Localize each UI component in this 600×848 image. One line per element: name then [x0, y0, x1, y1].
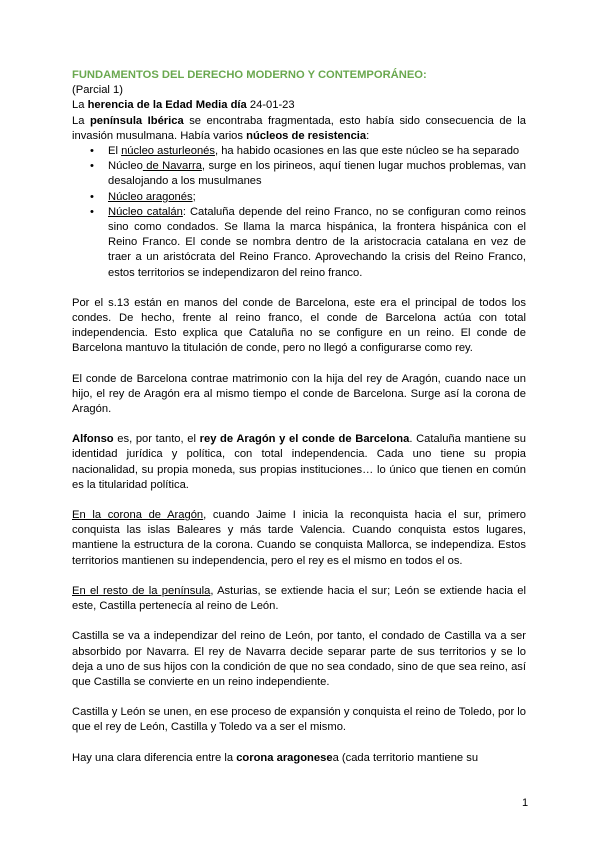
paragraph-matrimonio: El conde de Barcelona contrae matrimonio con la hija del rey de Aragón, cuando nace un hijo, el rey de Aragón era al mismo tiempo el conde de Barcelona. Surge así la corona de Aragón. — [72, 372, 526, 416]
paragraph-text: es, por tanto, el — [113, 433, 200, 446]
section-title-bold: herencia de la Edad Media día — [87, 99, 247, 112]
intro-text-2: se encontraba fragmentada, esto había sido consecuencia de la invasión musulmana. Había varios — [72, 114, 526, 142]
paragraph-underlined: En el resto de la península — [72, 584, 211, 597]
paragraph-resto-peninsula — [72, 584, 526, 614]
paragraph-text: , cuando Jaime I inicia la reconquista hacia el sur, primero conquista las islas Baleares y más tarde Valencia. Cuando conquista estos lugares, mantiene la estructura de la corona. Cuando se conquista Mallorca, se independiza. Estos territorios mantienen su independencia, pero el rey es el mismo en todos el os. — [72, 509, 526, 567]
paragraph-underlined: En la corona de Aragón — [72, 509, 204, 522]
list-item-text: , surge en los pirineos, aquí tienen lugar muchos problemas, van desalojando a los musulmanes — [108, 160, 526, 188]
intro-bold-1: península Ibérica — [89, 114, 184, 127]
paragraph-text: , Asturias, se extiende hacia el sur; León se extiende hacia el este, Castilla pertenecía al reino de León. — [72, 584, 526, 613]
document-page — [72, 68, 526, 766]
document-subtitle: (Parcial 1) — [72, 84, 123, 97]
paragraph-bold: rey de Aragón y el conde de Barcelona — [199, 433, 410, 446]
list-item-underlined: de Navarra — [142, 160, 202, 173]
list-item-text: : Cataluña depende del reino Franco, no se configuran como reinos sino como condados. Se llama la marca hispánica, la frontera hispánica con el Reino Franco. El conde se nombra dentro de la aristocracia catalana en vez de traer a un aristócrata del Reino Franco. Aprovechando la crisis del Reino Franco, estos territorios se independizaron del reino franco. — [108, 205, 527, 279]
section-title-date: 24-01-23 — [246, 99, 295, 112]
page-number: 1 — [522, 797, 529, 809]
section-title — [72, 98, 526, 113]
intro-text-3: : — [366, 129, 370, 142]
intro-paragraph — [72, 114, 526, 144]
list-item-text: ; — [192, 190, 196, 203]
paragraph-castilla: Castilla se va a independizar del reino de León, por tanto, el condado de Castilla va a ser absorbido por Navarra. El rey de Navarra decide separar parte de sus territorios y se lo deja a uno de sus hijos con la condición de que no sea condado, sino de que sea reino, así que Castilla se convierte en un reino independiente. — [72, 630, 526, 688]
intro-bold-2: núcleos de resistencia — [246, 129, 367, 142]
list-item-underlined: Núcleo aragonés — [108, 190, 193, 203]
paragraph-text: . Cataluña mantiene su identidad jurídica y política, con total independencia. Cada uno tiene su propia nacionalidad, su propia moneda, sus propias instituciones… lo único que tienen en común es la titularidad política. — [72, 433, 526, 491]
list-item — [108, 144, 526, 159]
list-item-text: , ha habido ocasiones en las que este núcleo se ha separado — [214, 145, 520, 158]
paragraph-text: Hay una clara diferencia entre la — [72, 751, 237, 764]
paragraph-text: a (cada territorio mantiene su — [332, 751, 479, 764]
list-item-text: Núcleo — [108, 160, 143, 173]
paragraph-castilla-leon: Castilla y León se unen, en ese proceso de expansión y conquista el reino de Toledo, por lo que el rey de León, Castilla y Toledo va a ser el mismo. — [72, 706, 526, 734]
paragraph-conde-barcelona: Por el s.13 están en manos del conde de Barcelona, este era el principal de todos los condes. De hecho, frente al reino franco, el conde de Barcelona actúa con total independencia. Esto explica que Cataluña no se configure en un reino. El conde de Barcelona mantuvo la titulación de conde, pero no llegó a configurarse como rey. — [72, 296, 526, 355]
list-item — [108, 205, 526, 281]
list-item-underlined: Núcleo catalán — [108, 205, 183, 218]
list-item — [108, 190, 526, 205]
section-title-prefix: La — [72, 99, 88, 112]
list-item-underlined: núcleo asturleonés — [121, 145, 215, 158]
nucleos-list — [72, 144, 526, 281]
intro-text-1: La — [72, 114, 90, 127]
paragraph-diferencia — [72, 751, 526, 766]
document-heading: FUNDAMENTOS DEL DERECHO MODERNO Y CONTEMPORÁNEO: — [72, 69, 427, 81]
list-item — [108, 159, 526, 189]
paragraph-alfonso — [72, 432, 526, 493]
list-item-text: El — [108, 145, 122, 158]
paragraph-corona-aragon — [72, 508, 526, 569]
paragraph-bold: corona aragonese — [236, 751, 333, 764]
paragraph-bold: Alfonso — [72, 433, 114, 446]
